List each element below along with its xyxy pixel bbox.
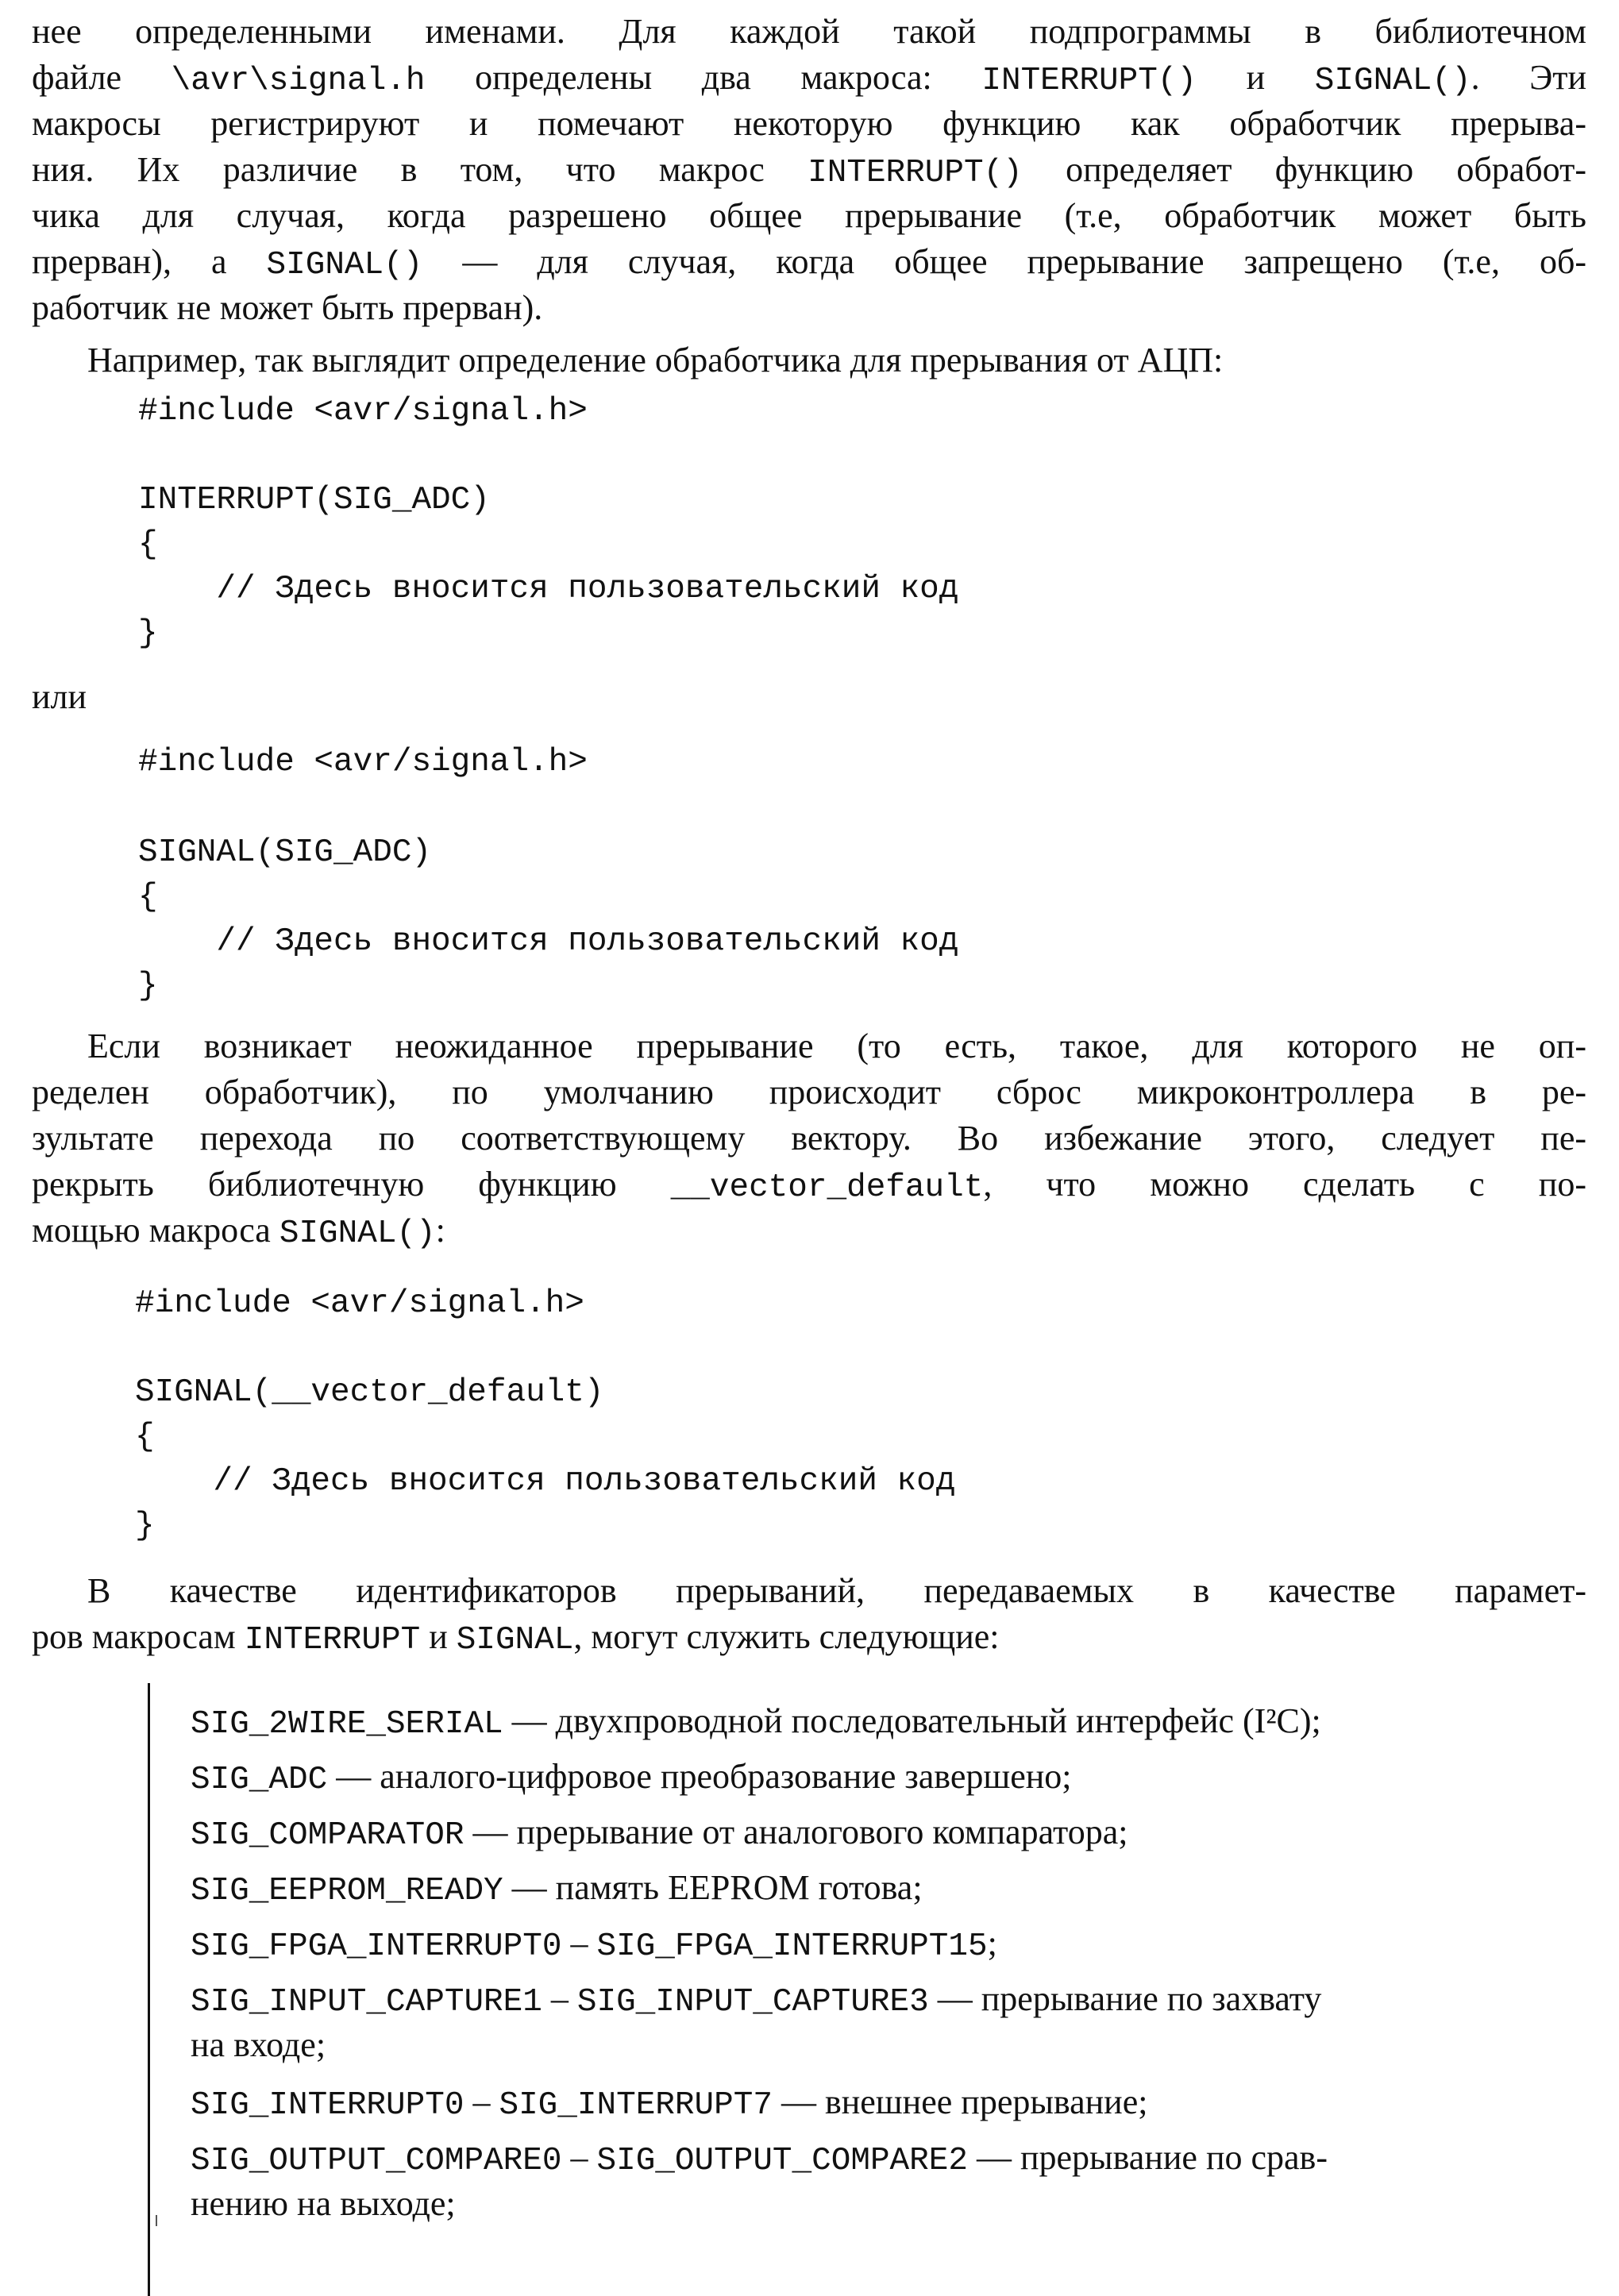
or-word: или [32, 677, 87, 716]
code-line: } [138, 615, 158, 652]
text-line: ределен обработчик), по умолчанию происходит сброс микроконтроллера в ре- [32, 1073, 1586, 1111]
list-item: SIG_2WIRE_SERIAL — двухпроводной последовательный интерфейс (I²C); [191, 1701, 1321, 1743]
code-line: INTERRUPT(SIG_ADC) [138, 482, 490, 518]
list-item: SIG_EEPROM_READY — память EEPROM готова; [191, 1868, 923, 1909]
code-line: { [135, 1419, 155, 1455]
text-line: Если возникает неожиданное прерывание (то есть, такое, для которого не оп- [87, 1027, 1586, 1065]
text-line: рекрыть библиотечную функцию __vector_default, что можно сделать с по- [32, 1165, 1586, 1206]
text-line: прерван), а SIGNAL() — для случая, когда общее прерывание запрещено (т.е, об- [32, 242, 1586, 283]
code-line: { [138, 879, 158, 915]
text-line: В качестве идентификаторов прерываний, передаваемых в качестве парамет- [87, 1571, 1586, 1610]
code-line: { [138, 526, 158, 563]
code-line: #include <avr/signal.h> [138, 393, 588, 430]
code-line: #include <avr/signal.h> [135, 1285, 584, 1322]
text-line: работчик не может быть прерван). [32, 288, 543, 327]
text-line: макросы регистрируют и помечают некоторую функцию как обработчик прерыва- [32, 104, 1586, 143]
code-line: // Здесь вносится пользовательский код [135, 1463, 956, 1500]
text-line: мощью макроса SIGNAL(): [32, 1211, 445, 1252]
list-item: SIG_INTERRUPT0 – SIG_INTERRUPT7 — внешнее прерывание; [191, 2082, 1148, 2124]
code-line: // Здесь вносится пользовательский код [138, 571, 959, 607]
scan-mark [156, 2215, 157, 2226]
text-line: Например, так выглядит определение обработчика для прерывания от АЦП: [87, 341, 1224, 379]
text-line: нее определенными именами. Для каждой такой подпрограммы в библиотечном [32, 12, 1586, 51]
code-line: SIGNAL(__vector_default) [135, 1374, 604, 1411]
text-line: зультате перехода по соответствующему вектору. Во избежание этого, следует пе- [32, 1119, 1586, 1158]
list-item: SIG_OUTPUT_COMPARE0 – SIG_OUTPUT_COMPARE2 — прерывание по срав- [191, 2138, 1328, 2179]
text-line: файле \avr\signal.h определены два макроса: INTERRUPT() и SIGNAL(). Эти [32, 58, 1587, 99]
code-line: } [138, 968, 158, 1004]
list-item: SIG_ADC — аналого-цифровое преобразование завершено; [191, 1757, 1072, 1798]
code-line: } [135, 1508, 155, 1544]
code-line: // Здесь вносится пользовательский код [138, 923, 959, 960]
code-line: #include <avr/signal.h> [138, 744, 588, 780]
list-item: SIG_INPUT_CAPTURE1 – SIG_INPUT_CAPTURE3 — прерывание по захвату [191, 1979, 1322, 2021]
text-line: ров макросам INTERRUPT и SIGNAL, могут служить следующие: [32, 1617, 1000, 1658]
list-item: SIG_COMPARATOR — прерывание от аналогового компаратора; [191, 1813, 1128, 1854]
code-line: SIGNAL(SIG_ADC) [138, 834, 432, 871]
list-left-rule [148, 1683, 150, 2296]
text-line: ния. Их различие в том, что макрос INTERRUPT() определяет функцию обработ- [32, 150, 1586, 191]
list-item: SIG_FPGA_INTERRUPT0 – SIG_FPGA_INTERRUPT15; [191, 1924, 997, 1965]
list-item-continuation: нению на выходе; [191, 2184, 456, 2223]
text-line: чика для случая, когда разрешено общее прерывание (т.е, обработчик может быть [32, 196, 1586, 235]
list-item-continuation: на входе; [191, 2025, 326, 2064]
